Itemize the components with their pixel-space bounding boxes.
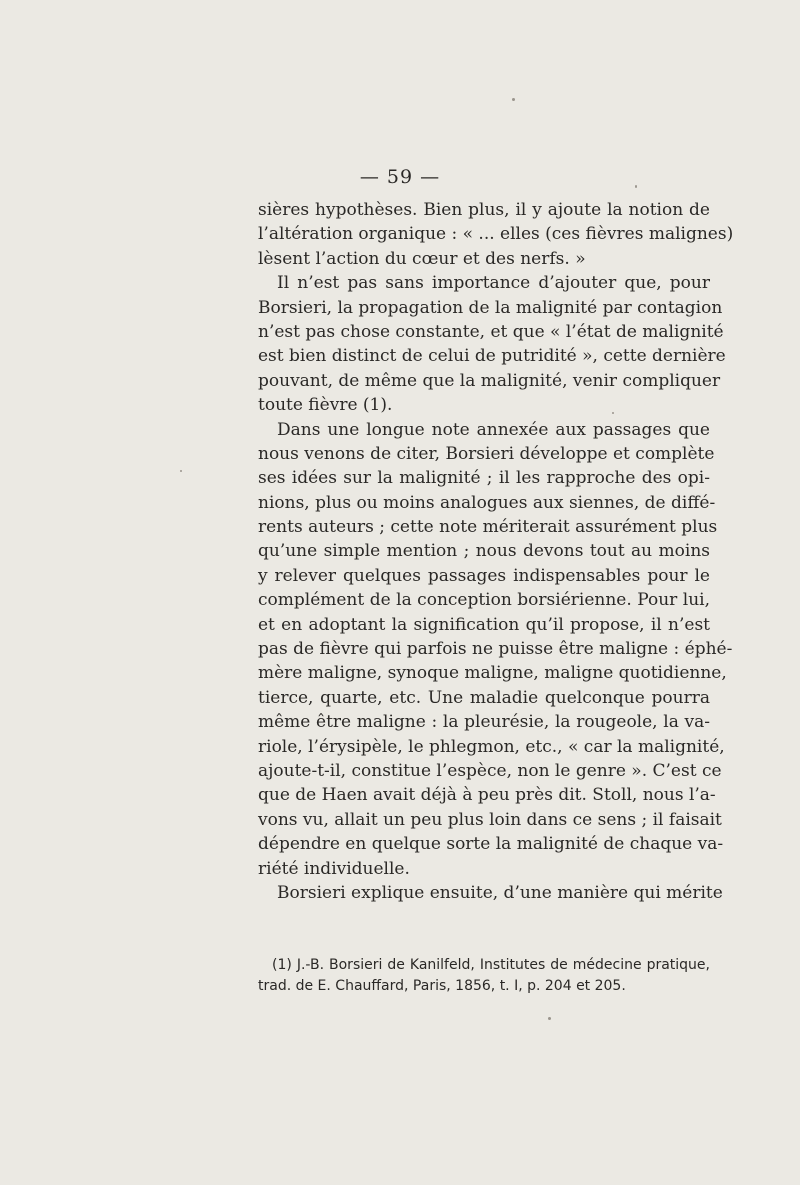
text-line: toute fièvre (1). (258, 395, 393, 416)
text-line: riole, l’érysipèle, le phlegmon, etc., « car la malignité, (258, 736, 725, 757)
footnote (258, 955, 710, 997)
text-line: que de Haen avait déjà à peu près dit. Stoll, nous l’a- (258, 785, 716, 806)
text-line: Borsieri, la propagation de la malignité par contagion (258, 297, 723, 318)
text-line: qu’une simple mention ; nous devons tout au moins (258, 541, 710, 562)
text-line: nous venons de citer, Borsieri développe et complète (258, 443, 715, 464)
text-line: ses idées sur la malignité ; il les rapproche des opi- (258, 468, 710, 489)
text-line: pas de fièvre qui parfois ne puisse être maligne : éphé- (258, 639, 733, 660)
text-line: Il n’est pas sans importance d’ajouter que, pour (277, 273, 710, 294)
page-number: — 59 — (359, 166, 441, 188)
text-line: nions, plus ou moins analogues aux siennes, de diffé- (258, 492, 716, 513)
text-line: est bien distinct de celui de putridité », cette dernière (258, 346, 726, 367)
body-text (258, 198, 734, 905)
text-line: lèsent l’action du cœur et des nerfs. » (258, 248, 586, 269)
text-line: sières hypothèses. Bien plus, il y ajoute la notion de (258, 200, 710, 220)
text-line: et en adoptant la signification qu’il propose, il n’est (258, 614, 710, 635)
paper-speck (512, 98, 515, 101)
footnote-line: trad. de E. Chauffard, Paris, 1856, t. I, p. 204 et 205. (258, 978, 626, 994)
text-line: n’est pas chose constante, et que « l’état de malignité (258, 321, 724, 342)
text-line: complément de la conception borsiérienne. Pour lui, (258, 590, 710, 611)
text-line: y relever quelques passages indispensables pour le (258, 565, 710, 586)
paper-speck (180, 470, 182, 472)
text-line: ajoute-t-il, constitue l’espèce, non le genre ». C’est ce (258, 760, 722, 781)
text-line: vons vu, allait un peu plus loin dans ce sens ; il faisait (258, 809, 722, 830)
text-line: même être maligne : la pleurésie, la rougeole, la va- (258, 712, 710, 733)
text-line: riété individuelle. (258, 858, 410, 879)
text-line: rents auteurs ; cette note mériterait assurément plus (258, 517, 718, 538)
text-line: tierce, quarte, etc. Une maladie quelconque pourra (258, 687, 710, 708)
paper-speck (548, 1017, 551, 1020)
paper-speck (635, 185, 637, 188)
text-line: mère maligne, synoque maligne, maligne quotidienne, (258, 663, 727, 684)
text-line: dépendre en quelque sorte la malignité de chaque va- (258, 834, 724, 855)
footnote-line: (1) J.-B. Borsieri de Kanilfeld, Institutes de médecine pratique, (272, 957, 710, 973)
text-line: Borsieri explique ensuite, d’une manière qui mérite (277, 882, 723, 903)
text-line: pouvant, de même que la malignité, venir compliquer (258, 370, 721, 391)
paper-speck (612, 412, 614, 414)
text-line: l’altération organique : « ... elles (ces fièvres malignes) (258, 224, 734, 245)
text-line: Dans une longue note annexée aux passages que (277, 419, 710, 440)
